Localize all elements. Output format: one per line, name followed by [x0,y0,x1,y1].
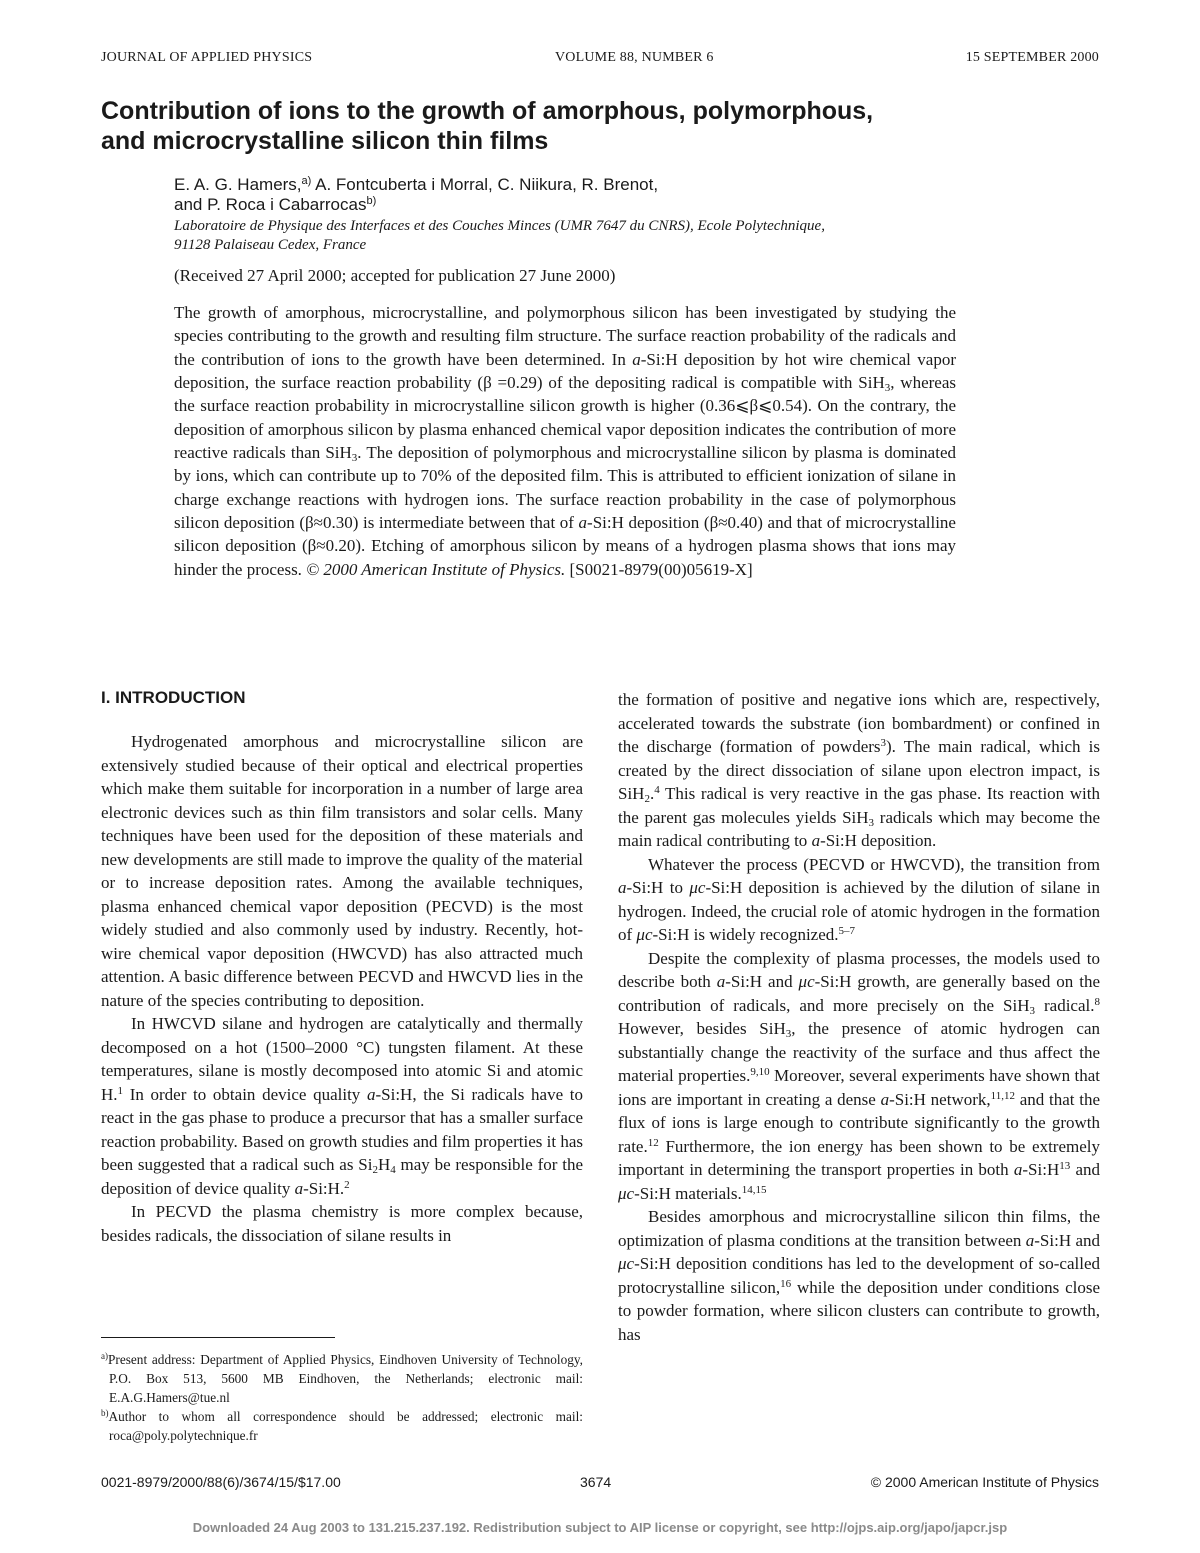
journal-name: JOURNAL OF APPLIED PHYSICS [101,50,313,65]
italic-run: a [880,1089,890,1109]
text-run: . [649,784,655,803]
received-dates: (Received 27 April 2000; accepted for publication 27 June 2000) [174,266,616,285]
abstract-text: -Si:H deposition by hot wire chemical vapor deposition, the surface reaction probability (β =0.29) of the depositing radical is compatible with SiH [174,349,956,393]
subscript: 3 [785,1028,792,1040]
subscript: 3 [868,816,875,829]
italic-run: a [618,878,627,897]
text-run: -Si:H. [303,1178,345,1198]
italic-run: μc [618,1183,635,1203]
reference-mark: 5–7 [838,925,856,937]
text-run: H [377,1155,391,1174]
text-run: the formation of positive and negative ions which are, respectively, accelerated towards the substrate (ion bombardment) or confined in the discharge (formation of powders [618,690,1100,756]
authors-rest: A. Fontcuberta i Morral, C. Niikura, R. Brenot, [311,175,659,194]
abstract-text: . The deposition of polymorphous and microcrystalline silicon by plasma is dominated by ions, which can contribute up to 70% of the deposited film. This is attributed to efficient ionization of silane in charge exchange reactions with hydrogen ions. The surface reaction probability in the case of polymorphous silicon deposition (β≈0.30) is intermediate between that of [174,443,956,533]
abstract-text: The growth of amorphous, microcrystalline, and polymorphous silicon has been investigated by studying the species contributing to the growth and resulting film structure. The surface reaction probability of the radicals and the contribution of ions to the growth have been determined. In [174,303,956,369]
paragraph [618,688,1100,853]
text-run: -Si:H and [725,972,799,991]
italic-run: μc [689,878,706,897]
paragraph [101,1012,583,1200]
text-run: radicals which may become the main radical contributing to [618,807,1100,850]
footnote-b [101,1407,583,1445]
text-run: -Si:H [1022,1160,1060,1179]
text-run: -Si:H materials. [634,1183,742,1203]
text-run: In HWCVD silane and hydrogen are catalytically and thermally decomposed on a hot (1500–2000 °C) tungsten filament. At these temperatures, silane is mostly decomposed into atomic Si and atomic H. [101,1014,583,1104]
italic-run: a [366,1084,376,1104]
footnote-mark-a: a) [301,175,312,187]
text-run: -Si:H deposition. [820,831,937,850]
subscript: 3 [351,452,358,465]
affiliation-line-1: Laboratoire de Physique des Interfaces et des Couches Minces (UMR 7647 du CNRS), Ecole Polytechnique, [174,218,825,234]
affiliation [174,217,974,255]
subscript: 2 [372,1164,378,1176]
footnote-mark-b: b) [101,1408,109,1418]
text-run: Despite the complexity of plasma processes, the models used to describe both [618,948,1100,991]
text-run: This radical is very reactive in the gas phase. Its reaction with the parent gas molecules yields SiH [618,784,1100,827]
italic-run: μc [798,972,815,991]
abstract-italic: a [632,349,641,369]
italic-run: a [811,831,821,850]
footnotes [101,1350,583,1445]
text-run: -Si:H to [626,878,690,897]
left-column [101,730,583,1247]
paragraph: Hydrogenated amorphous and microcrystalline silicon are extensively studied because of their optical and electrical properties which make them suitable for incorporation in a number of large area electronic devices such as thin film transistors and solar cells. Many techniques have been used for the deposition of these materials and new developments are still made to improve the quality of the material or to increase deposition rates. Among the available techniques, plasma enhanced chemical vapor deposition (PECVD) is the most widely studied and also commonly used by industry. Recently, hot-wire chemical vapor deposition (HWCVD) has also attracted much attention. A basic difference between PECVD and HWCVD lies in the nature of the species contributing to deposition. [101,732,583,1010]
italic-run: μc [636,925,653,944]
subscript: 4 [390,1164,396,1176]
text-run: Furthermore, the ion energy has been shown to be extremely important in determining the transport properties in both [618,1136,1100,1179]
text-run: Moreover, several experiments have shown that ions are important in creating a dense [618,1066,1100,1109]
page-number: 3674 [580,1474,612,1490]
italic-run: μc [618,1254,635,1273]
authors-line-1 [174,175,974,195]
footnote-a [101,1350,583,1407]
reference-mark: 14,15 [741,1183,767,1196]
subscript: 3 [1029,1004,1035,1017]
reference-mark: 2 [344,1178,350,1191]
reference-mark: 4 [654,784,660,796]
reference-mark: 9,10 [750,1066,770,1078]
text-run: However, besides SiH [618,1019,786,1038]
author-first: E. A. G. Hamers, [174,175,302,194]
subscript: 3 [884,382,891,395]
paragraph [618,853,1100,947]
footnote-mark-a: a) [101,1351,108,1361]
text-run: Besides amorphous and microcrystalline silicon thin films, the optimization of plasma conditions at the transition between [618,1207,1100,1250]
reference-mark: 8 [1094,995,1100,1008]
footnote-text: Author to whom all correspondence should be addressed; electronic mail: roca@poly.polytechnique.fr [108,1409,583,1443]
text-run: In order to obtain device quality [123,1084,367,1104]
footnote-text: Present address: Department of Applied Physics, Eindhoven University of Technology, P.O. Box 513, 5600 MB Eindhoven, the Netherlands; electronic mail: E.A.G.Hamers@tue.nl [108,1352,583,1405]
text-run: may be responsible for the deposition of device quality [101,1155,583,1198]
italic-run: a [1025,1230,1035,1250]
reference-mark: 13 [1059,1160,1071,1172]
section-heading: I. INTRODUCTION [101,688,246,707]
footnote-divider [101,1337,335,1338]
text-run: -Si:H deposition conditions has led to the development of so-called protocrystalline silicon, [618,1254,1100,1297]
author-last: and P. Roca i Cabarrocas [174,195,367,214]
subscript: 2 [644,793,650,805]
author-list [174,175,974,215]
abstract-doi: [S0021-8979(00)05619-X] [565,559,753,579]
text-run: and [1070,1160,1101,1179]
issue-date: 15 SEPTEMBER 2000 [965,50,1099,65]
italic-run: a [294,1178,304,1198]
paragraph: In PECVD the plasma chemistry is more complex because, besides radicals, the dissociation of silane results in [101,1202,583,1245]
reference-mark: 1 [117,1084,124,1097]
affiliation-line-2: 91128 Palaiseau Cedex, France [174,237,367,253]
text-run: , the presence of atomic hydrogen can substantially change the reactivity of the surface and thus affect the material properties. [618,1019,1100,1085]
text-run: -Si:H and [1034,1230,1100,1250]
authors-line-2 [174,195,974,215]
text-run: Whatever the process (PECVD or HWCVD), the transition from [648,854,1100,874]
reference-mark: 12 [647,1136,659,1149]
text-run: and that the flux of ions is large enough to contribute significantly to the growth rate. [618,1089,1101,1156]
title-line-2: and microcrystalline silicon thin films [101,127,549,155]
footnote-mark-b: b) [366,195,377,207]
italic-run: a [1013,1160,1023,1179]
text-run: -Si:H, the Si radicals have to react in the gas phase to produce a precursor that has a smaller surface reaction probability. Based on growth studies and film properties it has been suggested that a radical such as Si [101,1084,583,1174]
text-run: -Si:H deposition is achieved by the dilution of silane in hydrogen. Indeed, the crucial role of atomic hydrogen in the formation of [618,878,1101,944]
text-run: ). The main radical, which is created by the direct dissociation of silane upon electron impact, is SiH [618,737,1100,803]
volume-number: VOLUME 88, NUMBER 6 [555,50,714,65]
text-run: -Si:H network, [889,1089,991,1109]
article-code: 0021-8979/2000/88(6)/3674/15/$17.00 [101,1474,341,1490]
abstract-copyright: © 2000 American Institute of Physics. [306,559,566,579]
paper-title [101,96,1101,156]
text-run: radical. [1034,995,1095,1015]
right-column [618,688,1100,1346]
abstract-text: , whereas the surface reaction probability in microcrystalline silicon growth is higher (0.36⩽β⩽0.54). On the contrary, the deposition of amorphous silicon by plasma enhanced chemical vapor deposition indicates the contribution of more reactive radicals than SiH [174,373,956,463]
title-line-1: Contribution of ions to the growth of amorphous, polymorphous, [101,97,874,125]
download-notice: Downloaded 24 Aug 2003 to 131.215.237.192. Redistribution subject to AIP license or copyright, see http://ojps.aip.org/japo/japcr.jsp [192,1520,1008,1535]
reference-mark: 11,12 [990,1089,1015,1102]
text-run: while the deposition under conditions close to powder formation, where silicon clusters can contribute to growth, has [618,1277,1100,1344]
italic-run: a [716,972,726,991]
abstract [174,301,956,581]
paragraph [618,1205,1100,1346]
reference-mark: 3 [880,737,887,749]
abstract-text: -Si:H deposition (β≈0.40) and that of microcrystalline silicon deposition (β≈0.20). Etching of amorphous silicon by means of a hydrogen plasma shows that ions may hinder the process. [174,513,956,579]
text-run: -Si:H growth, are generally based on the contribution of radicals, and more precisely on the SiH [618,972,1100,1015]
paragraph [618,947,1100,1206]
reference-mark: 16 [780,1277,792,1290]
footer-copyright: © 2000 American Institute of Physics [870,1474,1099,1490]
abstract-italic: a [578,513,588,533]
text-run: -Si:H is widely recognized. [652,925,839,944]
